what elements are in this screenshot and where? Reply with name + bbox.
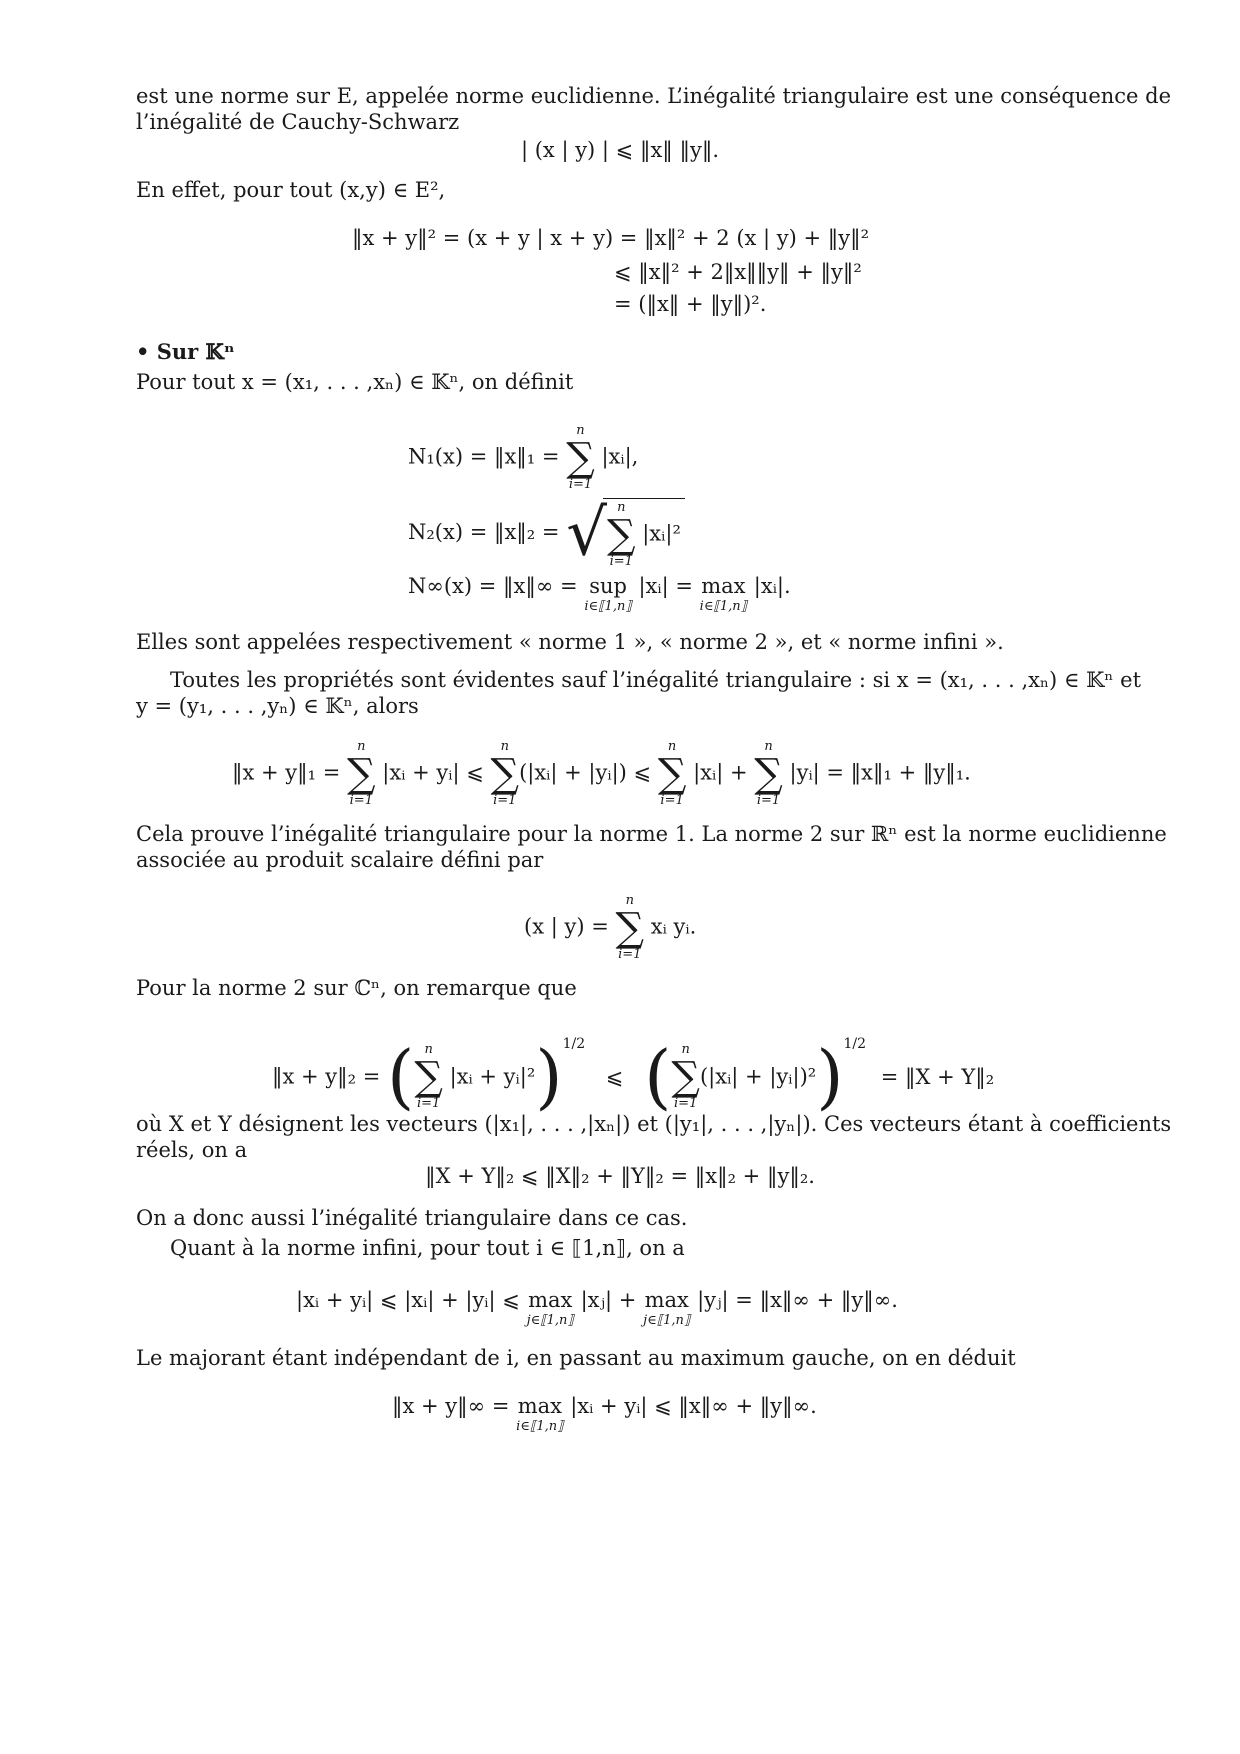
expansion-line-3: = (‖x‖ + ‖y‖)². <box>614 292 767 316</box>
ou-line-2: réels, on a <box>136 1138 248 1162</box>
sqrt-symbol: √ n ∑ i=1 |xᵢ|² <box>566 498 685 569</box>
norm-inf-lhs: N∞(x) = ‖x‖∞ = <box>408 574 578 598</box>
section-heading: • Sur 𝕂ⁿ <box>136 339 235 364</box>
intro-line-2: l’inégalité de Cauchy-Schwarz <box>136 110 460 134</box>
scalar-product-equation: (x | y) = n ∑ i=1 xᵢ yᵢ. <box>524 893 697 962</box>
final-equation: ‖x + y‖∞ = max i∈⟦1,n⟧ |xᵢ + yᵢ| ⩽ ‖x‖∞ + ‖y‖∞. <box>392 1394 817 1434</box>
quant-line: Quant à la norme infini, pour tout i ∈ ⟦1,n⟧, on a <box>170 1236 685 1260</box>
cela-line-2: associée au produit scalaire défini par <box>136 848 544 872</box>
norm-inf-mid: |xᵢ| = <box>638 574 693 598</box>
norm-2-lhs: N₂(x) = ‖x‖₂ = <box>408 520 560 544</box>
intro-line-1: est une norme sur E, appelée norme euclidienne. L’inégalité triangulaire est une conséquence de <box>136 84 1172 108</box>
majorant-line: Le majorant étant indépendant de i, en passant au maximum gauche, on en déduit <box>136 1346 1016 1370</box>
complex-norm-2-equation: ‖x + y‖₂ = ( n ∑ i=1 |xᵢ + yᵢ|²)$^{1/2}$ ⩽ ( n ∑ i=1 (|xᵢ| + |yᵢ|)²)$^{1/2}$ = ‖X + Y‖₂ <box>272 1035 995 1118</box>
donc-line: On a donc aussi l’inégalité triangulaire dans ce cas. <box>136 1206 688 1230</box>
norm-infinity-definition <box>408 572 791 613</box>
expansion-line-1: ‖x + y‖² = (x + y | x + y) = ‖x‖² + 2 (x | y) + ‖y‖² <box>352 226 870 250</box>
infinity-triangle-equation: |xᵢ + yᵢ| ⩽ |xᵢ| + |yᵢ| ⩽ max j∈⟦1,n⟧ |xⱼ| + max j∈⟦1,n⟧ |yⱼ| = ‖x‖∞ + ‖y‖∞. <box>296 1288 898 1328</box>
toutes-line-1: Toutes les propriétés sont évidentes sauf l’inégalité triangulaire : si x = (x₁, . . . ,xₙ) ∈ 𝕂ⁿ et <box>170 668 1142 692</box>
toutes-line-2: y = (y₁, . . . ,yₙ) ∈ 𝕂ⁿ, alors <box>136 694 419 718</box>
sum-operator: n ∑ i=1 <box>566 423 595 492</box>
xy-norm-equation: ‖X + Y‖₂ ⩽ ‖X‖₂ + ‖Y‖₂ = ‖x‖₂ + ‖y‖₂. <box>425 1164 815 1188</box>
norm-1-definition <box>408 424 638 492</box>
expansion-line-2: ⩽ ‖x‖² + 2‖x‖‖y‖ + ‖y‖² <box>614 260 862 284</box>
sup-operator: sup i∈⟦1,n⟧ <box>584 574 632 614</box>
norm-1-rhs: |xᵢ|, <box>601 444 639 469</box>
cela-line-1: Cela prouve l’inégalité triangulaire pour la norme 1. La norme 2 sur ℝⁿ est la norme euclidienne <box>136 822 1167 846</box>
definition-line: Pour tout x = (x₁, . . . ,xₙ) ∈ 𝕂ⁿ, on définit <box>136 370 574 394</box>
max-operator: max i∈⟦1,n⟧ <box>699 574 748 614</box>
complex-norm-line: Pour la norme 2 sur ℂⁿ, on remarque que <box>136 976 577 1000</box>
norm-inf-rhs: |xᵢ|. <box>753 574 791 598</box>
norm-2-rhs: |xᵢ|² <box>642 521 681 546</box>
norm-1-lhs: N₁(x) = ‖x‖₁ = <box>408 444 560 469</box>
triangle-norm-1-equation: ‖x + y‖₁ = n ∑ i=1 |xᵢ + yᵢ| ⩽ n ∑ i=1 (|xᵢ| + |yᵢ|) ⩽ n ∑ i=1 |xᵢ| + n ∑ i=1 |yᵢ| = ‖x‖₁ + ‖y‖₁. <box>232 739 971 808</box>
appelees-line: Elles sont appelées respectivement « norme 1 », « norme 2 », et « norme infini ». <box>136 630 1004 654</box>
cauchy-schwarz-equation: | (x | y) | ⩽ ‖x‖ ‖y‖. <box>520 138 720 162</box>
en-effet-line: En effet, pour tout (x,y) ∈ E², <box>136 178 446 202</box>
ou-line-1: où X et Y désignent les vecteurs (|x₁|, . . . ,|xₙ|) et (|y₁|, . . . ,|yₙ|). Ces vecteurs étant à coefficients <box>136 1112 1172 1136</box>
norm-2-definition <box>408 498 685 569</box>
